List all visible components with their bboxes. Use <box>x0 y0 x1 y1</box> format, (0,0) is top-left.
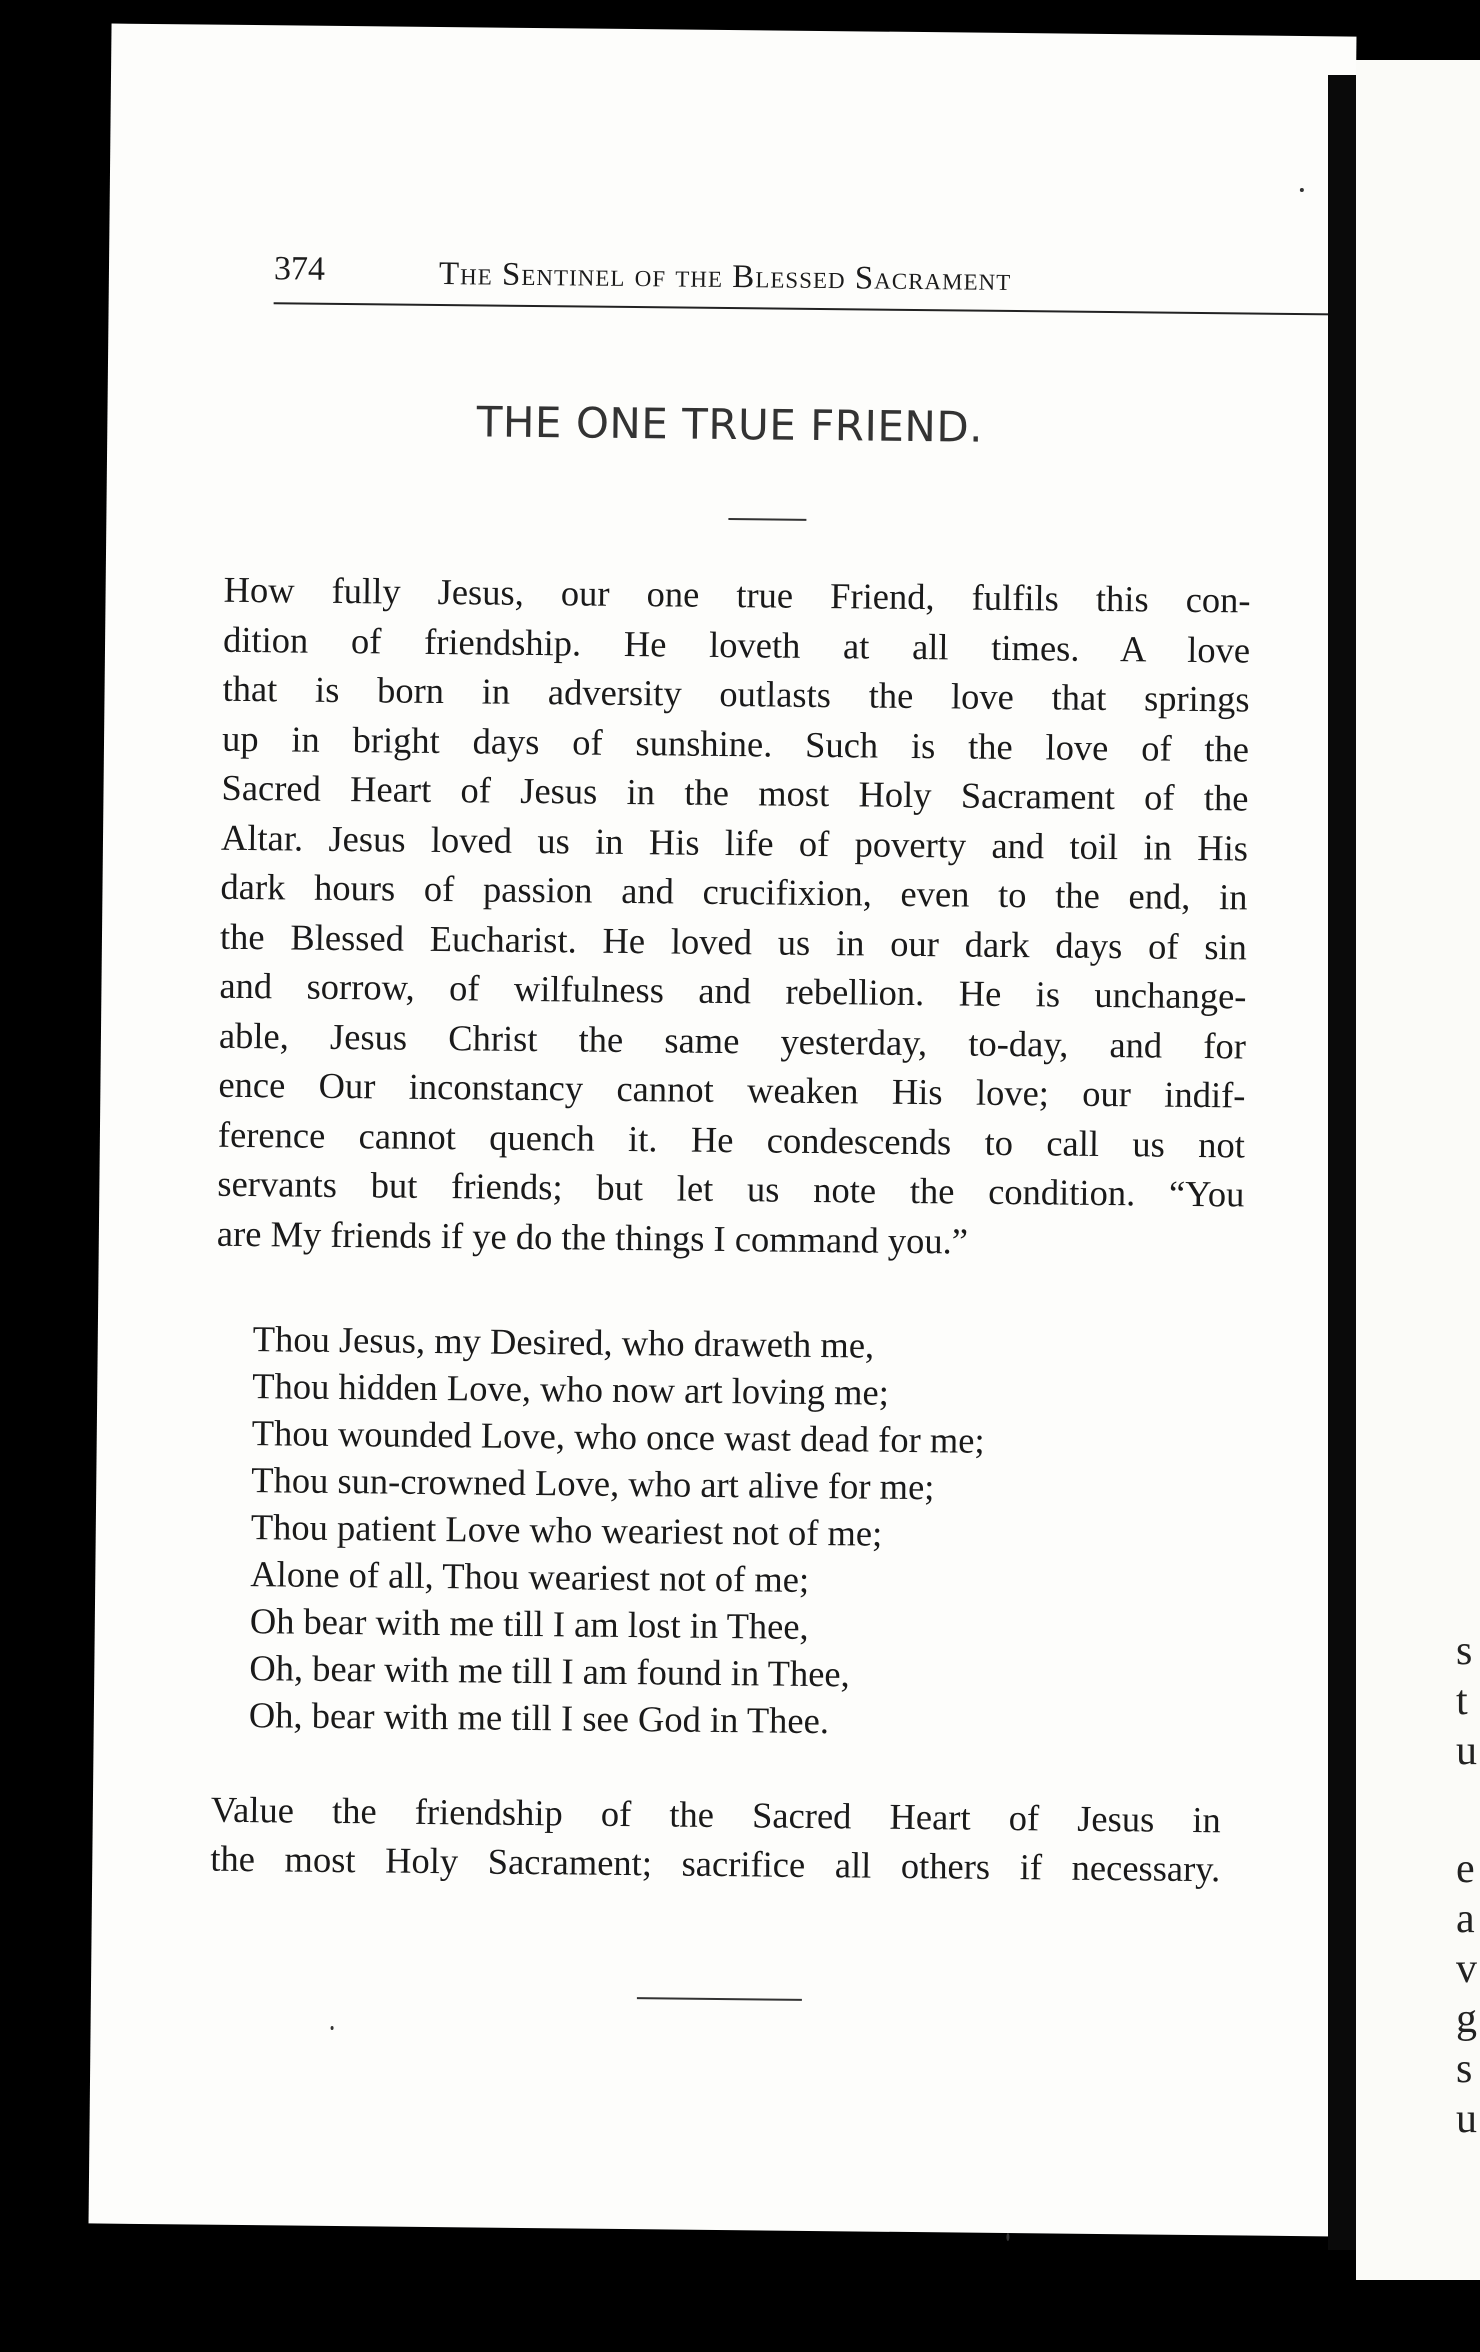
paragraph-line: How fully Jesus, our one true Friend, fulfils this con- <box>223 568 1251 621</box>
paragraph-line: and sorrow, of wilfulness and rebellion. He is unchange- <box>219 964 1247 1017</box>
poem-line: Oh, bear with me till I see God in Thee. <box>248 1694 830 1742</box>
paragraph-line: are My friends if ye do the things I command you.” <box>216 1212 969 1262</box>
poem-line: Thou Jesus, my Desired, who draweth me, <box>252 1318 875 1366</box>
article-title: THE ONE TRUE FRIEND. <box>476 397 984 452</box>
paper-speck <box>331 2026 334 2030</box>
adjacent-letter: v <box>1456 1946 1477 1992</box>
paragraph-line: Sacred Heart of Jesus in the most Holy Sacrament of the <box>221 766 1249 819</box>
end-divider <box>637 1997 802 2001</box>
poem-line: Thou sun-crowned Love, who art alive for me; <box>251 1459 935 1508</box>
adjacent-letter: u <box>1456 1728 1477 1774</box>
poem-line: Thou patient Love who weariest not of me; <box>250 1506 883 1554</box>
paragraph-line: that is born in adversity outlasts the love that springs <box>222 667 1250 720</box>
title-divider <box>728 518 806 521</box>
adjacent-letter: a <box>1456 1896 1475 1942</box>
running-title: The Sentinel of the Blessed Sacrament <box>438 255 1012 298</box>
adjacent-letter: s <box>1456 2046 1473 2092</box>
paragraph-line: the Blessed Eucharist. He loved us in our dark days of sin <box>219 915 1248 967</box>
adjacent-letter: g <box>1456 1996 1477 2042</box>
paragraph-line: up in bright days of sunshine. Such is the love of the <box>221 717 1250 769</box>
adjacent-letter: s <box>1456 1628 1473 1674</box>
adjacent-page-edge <box>1356 60 1480 2280</box>
adjacent-letter: t <box>1456 1678 1468 1724</box>
book-page <box>89 24 1357 2237</box>
paragraph-line: dition of friendship. He loveth at all times. A love <box>222 618 1251 670</box>
closing-paragraph <box>210 1785 1221 1894</box>
poem-line: Oh bear with me till I am lost in Thee, <box>249 1600 809 1647</box>
running-header <box>274 242 1385 316</box>
page-number: 374 <box>273 250 326 288</box>
adjacent-letter: u <box>1456 2096 1477 2142</box>
closing-line: Value the friendship of the Sacred Heart of Jesus in <box>210 1788 1222 1841</box>
poem-line: Thou hidden Love, who now art loving me; <box>252 1365 890 1413</box>
paper-speck <box>1300 188 1304 192</box>
paragraph-line: able, Jesus Christ the same yesterday, to-day, and for <box>218 1014 1247 1066</box>
poem-line: Oh, bear with me till I am found in Thee, <box>249 1647 850 1695</box>
book-gutter <box>1328 75 1356 2250</box>
paper-speck <box>1006 2233 1009 2241</box>
paragraph-line: ference cannot quench it. He condescends to call us not <box>217 1113 1246 1165</box>
poem-line: Thou wounded Love, who once wast dead for me; <box>251 1412 985 1461</box>
adjacent-letter: e <box>1456 1846 1475 1892</box>
paragraph-line: dark hours of passion and crucifixion, even to the end, in <box>220 865 1248 918</box>
body-paragraph <box>217 565 1251 1269</box>
paragraph-line: Altar. Jesus loved us in His life of poverty and toil in His <box>220 816 1249 868</box>
closing-line: the most Holy Sacrament; sacrifice all others if necessary. <box>210 1837 1221 1890</box>
poem-line: Alone of all, Thou weariest not of me; <box>250 1553 810 1600</box>
poem <box>249 1315 1253 1748</box>
paragraph-line: servants but friends; but let us note the condition. “You <box>217 1162 1245 1215</box>
paragraph-line: ence Our inconstancy cannot weaken His love; our indif- <box>218 1063 1246 1116</box>
